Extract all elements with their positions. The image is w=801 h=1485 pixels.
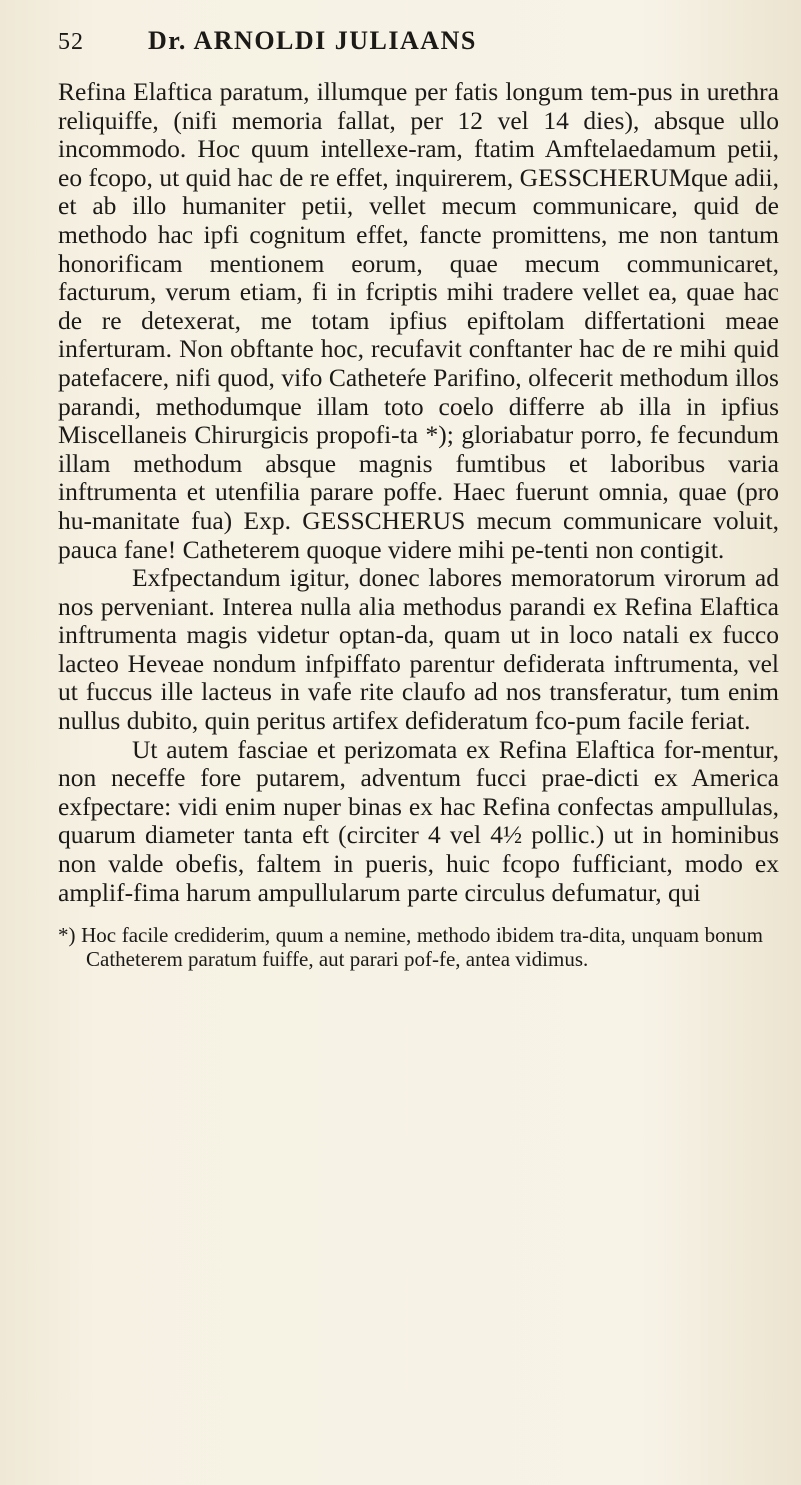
main-text <box>58 78 779 907</box>
running-head: Dr. ARNOLDI JULIAANS <box>148 26 477 55</box>
paragraph: Refina Elaftica paratum, illumque per fatis longum tem-pus in urethra reliquiffe, (nifi memoria fallat, per 12 vel 14 dies), absque ullo incommodo. Hoc quum intellexe-ram, ftatim Amftelaedamum petii, eo fcopo, ut quid hac de re effet, inquirerem, GESSCHERUMque adii, et ab illo humaniter petii, vellet mecum communicare, quid de methodo hac ipfi cognitum effet, fancte promittens, me non tantum honorificam mentionem eorum, quae mecum communicaret, facturum, verum etiam, fi in fcriptis mihi tradere vellet ea, quae hac de re detexerat, me totam ipfius epiftolam differtationi meae inferturam. Non obftante hoc, recufavit conftanter hac de re mihi quid patefacere, nifi quod, vifo Catheteŕe Parifino, olfecerit methodum illos parandi, methodumque illam toto coelo differre ab illa in ipfius Miscellaneis Chirurgicis propofi-ta *); gloriabatur porro, fe fecundum illam methodum absque magnis fumtibus et laboribus varia inftrumenta et utenfilia parare poffe. Haec fuerunt omnia, quae (pro hu-manitate fua) Exp. GESSCHERUS mecum communicare voluit, pauca fane! Catheterem quoque videre mihi pe-tenti non contigit. <box>58 77 779 564</box>
footnote: *) Hoc facile crediderim, quum a nemine, methodo ibidem tra-dita, unquam bonum Catheterem paratum fuiffe, aut parari pof-fe, antea vidimus. <box>58 923 763 972</box>
paragraph: Exfpectandum igitur, donec labores memoratorum virorum ad nos perveniant. Interea nulla alia methodus parandi ex Refina Elaftica inftrumenta magis videtur optan-da, quam ut in loco natali ex fucco lacteo Heveae nondum infpiffato parentur defiderata inftrumenta, vel ut fuccus ille lacteus in vafe rite claufo ad nos transferatur, tum enim nullus dubito, quin peritus artifex defideratum fco-pum facile feriat. <box>58 563 779 736</box>
page-header <box>58 26 779 66</box>
paragraph: Ut autem fasciae et perizomata ex Refina Elaftica for-mentur, non neceffe fore putarem, adventum fucci prae-dicti ex America exfpectare: vidi enim nuper binas ex hac Refina confectas ampullulas, quarum diameter tanta eft (circiter 4 vel 4½ pollic.) ut in hominibus non valde obefis, faltem in pueris, huic fcopo fufficiant, modo ex amplif-fima harum ampullularum parte circulus defumatur, qui <box>58 734 779 907</box>
page-number: 52 <box>58 29 84 55</box>
